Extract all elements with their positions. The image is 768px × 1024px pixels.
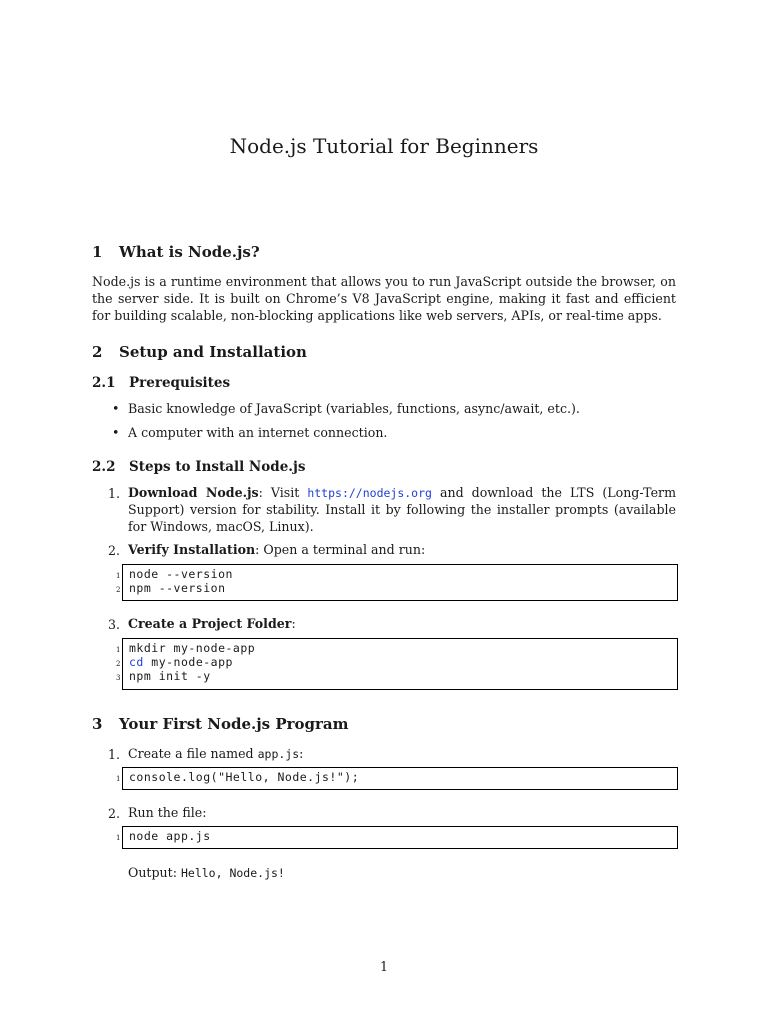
page-number: 1	[379, 959, 388, 974]
nodejs-link[interactable]: https://nodejs.org	[307, 486, 432, 500]
line-number: 1	[116, 834, 121, 842]
step-title: Verify Installation	[128, 542, 256, 557]
output-label: Output:	[128, 865, 181, 880]
section-title: Setup and Installation	[119, 343, 307, 361]
step-text: : Open a terminal and run:	[255, 542, 426, 557]
section-title: What is Node.js?	[119, 243, 260, 261]
step-text: Create a file named	[128, 746, 258, 761]
section-number: 1	[92, 243, 103, 261]
output-value: Hello, Node.js!	[180, 866, 285, 880]
line-number: 1	[116, 646, 121, 654]
code-block-run	[116, 826, 678, 849]
program-step-1	[128, 746, 303, 761]
section-1-paragraph: Node.js is a runtime environment that allows you to run JavaScript outside the browser, on the server side. It is built on Chrome’s V8 JavaScript engine, making it fast and efficient for building scalable, non-blocking applications like web servers, APIs, or real-time apps.	[92, 274, 676, 323]
section-2-heading	[92, 343, 307, 361]
step-text: and download the LTS (Long-Term Support) version for stability. Install it by following the installer prompts (available for Windows, macOS, Linux).	[128, 485, 677, 534]
section-1-heading	[92, 243, 260, 261]
code-line: console.log("Hello, Node.js!");	[129, 770, 360, 784]
step-title: Download Node.js	[128, 485, 259, 500]
section-3-heading	[92, 715, 349, 733]
step-text: : Visit	[258, 485, 308, 500]
step-text: :	[291, 616, 296, 631]
line-number: 2	[116, 586, 121, 594]
line-number: 1	[116, 775, 121, 783]
section-title: Your First Node.js Program	[119, 715, 349, 733]
section-number: 2	[92, 343, 103, 361]
line-number: 3	[116, 674, 121, 682]
list-marker: 1.	[108, 747, 121, 762]
line-number: 1	[116, 572, 121, 580]
subsection-number: 2.1	[92, 375, 116, 391]
code-block-verify	[116, 564, 678, 601]
code-block-app-js	[116, 767, 678, 790]
subsection-2-1-heading	[92, 375, 230, 391]
line-number: 2	[116, 660, 121, 668]
code-line: npm init -y	[129, 669, 211, 683]
subsection-number: 2.2	[92, 459, 116, 475]
list-item-text: A computer with an internet connection.	[128, 425, 388, 440]
code-line: node app.js	[129, 829, 211, 843]
code-line: mkdir my-node-app	[129, 641, 256, 655]
install-step-3	[128, 616, 296, 631]
list-marker: 2.	[108, 543, 121, 558]
section-number: 3	[92, 715, 103, 733]
install-step-1	[128, 485, 676, 535]
subsection-title: Prerequisites	[129, 375, 231, 391]
code-line: node --version	[129, 567, 233, 581]
step-text: :	[299, 746, 304, 761]
subsection-2-2-heading	[92, 459, 305, 475]
inline-code: app.js	[257, 747, 300, 761]
code-keyword: cd	[129, 655, 144, 669]
subsection-title: Steps to Install Node.js	[129, 459, 306, 475]
list-marker: 2.	[108, 806, 121, 821]
list-marker: 1.	[108, 486, 121, 501]
bullet-marker: •	[112, 425, 120, 440]
document-title: Node.js Tutorial for Beginners	[229, 134, 539, 158]
program-step-2: Run the file:	[128, 805, 207, 820]
program-output	[128, 865, 285, 880]
bullet-marker: •	[112, 401, 120, 416]
step-title: Create a Project Folder	[128, 616, 292, 631]
install-step-2	[128, 542, 425, 557]
list-marker: 3.	[108, 617, 121, 632]
list-item-text: Basic knowledge of JavaScript (variables, functions, async/await, etc.).	[128, 401, 580, 416]
code-text: my-node-app	[143, 655, 233, 669]
code-line: npm --version	[129, 581, 226, 595]
code-block-project-folder	[116, 638, 678, 690]
code-line	[129, 655, 233, 669]
